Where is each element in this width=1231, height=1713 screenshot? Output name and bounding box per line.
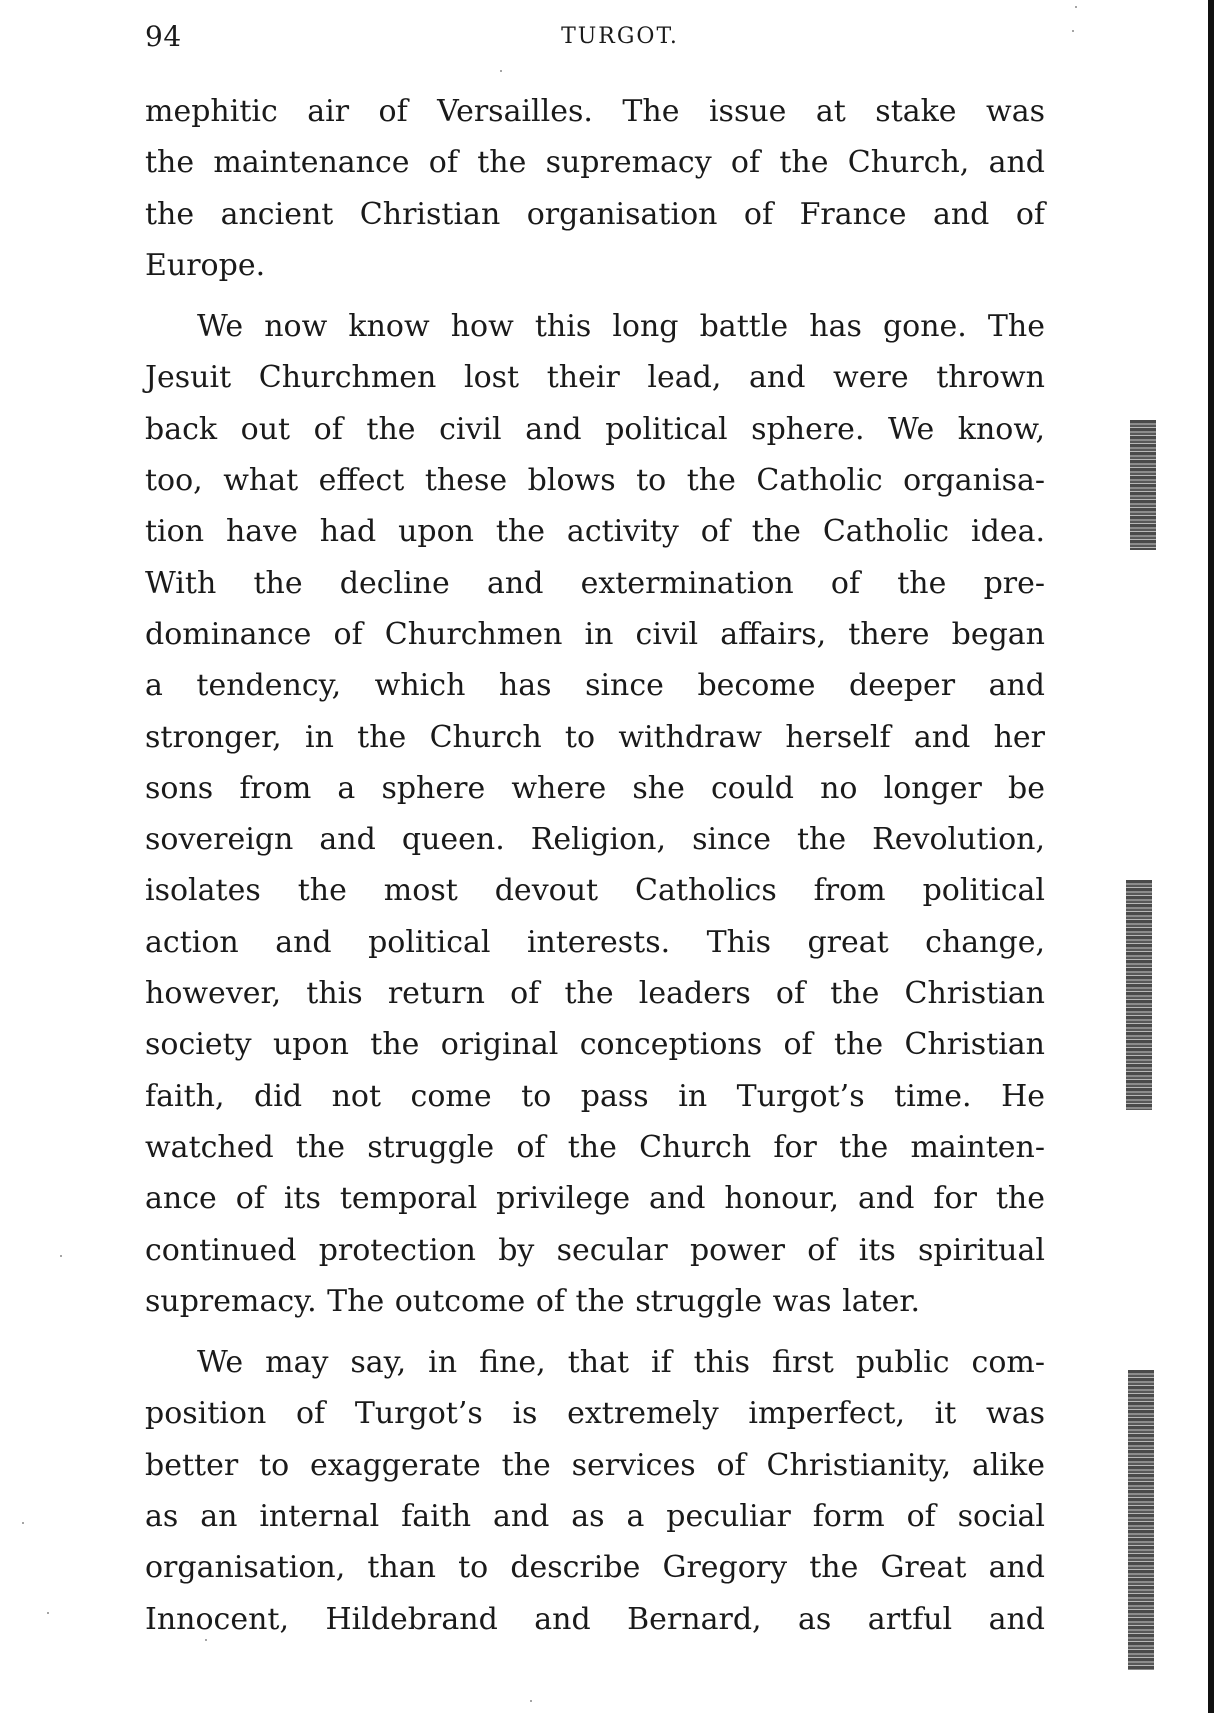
text-line: the ancient Christian organisation of France and of (145, 196, 1045, 232)
text-line: stronger, in the Church to withdraw herself and her (145, 719, 1045, 755)
text-line: supremacy. The outcome of the struggle was later. (145, 1283, 920, 1319)
text-line: however, this return of the leaders of the Christian (145, 976, 1045, 1012)
text-line: dominance of Churchmen in civil affairs, there began (145, 616, 1045, 652)
text-line: mephitic air of Versailles. The issue at stake was (145, 94, 1045, 129)
paragraph-gap (145, 1327, 1045, 1337)
text-line: continued protection by secular power of its spiritual (145, 1232, 1045, 1268)
text-line: We may say, in fine, that if this first public com- (197, 1345, 1045, 1381)
scan-speck (1072, 30, 1074, 32)
text-line: a tendency, which has since become deeper and (145, 668, 1045, 704)
body-text (145, 86, 1045, 1645)
scan-speck (47, 1612, 49, 1614)
scan-bleed-mark (1128, 1370, 1154, 1670)
text-line: With the decline and extermination of the pre- (145, 565, 1045, 601)
scan-speck (500, 70, 502, 72)
running-head (145, 16, 1045, 62)
scan-speck (205, 1639, 207, 1641)
text-line: society upon the original conceptions of the Christian (145, 1027, 1045, 1063)
text-line: the maintenance of the supremacy of the Church, and (145, 145, 1045, 181)
scan-bleed-mark (1130, 420, 1156, 550)
text-line: better to exaggerate the services of Christianity, alike (145, 1447, 1045, 1483)
text-line: back out of the civil and political sphere. We know, (145, 411, 1045, 447)
text-line: ance of its temporal privilege and honour, and for the (145, 1181, 1045, 1217)
text-line: organisation, than to describe Gregory the Great and (145, 1550, 1045, 1586)
text-line: Europe. (145, 247, 266, 283)
paragraph-gap (145, 291, 1045, 301)
text-line: isolates the most devout Catholics from political (145, 873, 1045, 909)
text-line: as an internal faith and as a peculiar form of social (145, 1499, 1045, 1535)
page-edge-rule (1208, 0, 1214, 1713)
text-line: sovereign and queen. Religion, since the Revolution, (145, 822, 1045, 858)
page-number: 94 (145, 20, 182, 53)
running-title: TURGOT. (561, 24, 679, 49)
text-line: sons from a sphere where she could no longer be (145, 770, 1045, 806)
text-line: faith, did not come to pass in Turgot’s time. He (145, 1078, 1045, 1114)
text-line: tion have had upon the activity of the Catholic idea. (145, 514, 1045, 550)
text-line: position of Turgot’s is extremely imperfect, it was (145, 1396, 1045, 1432)
text-line: action and political interests. This great change, (145, 924, 1045, 960)
scan-speck (22, 1522, 24, 1524)
scan-bleed-mark (1126, 880, 1152, 1110)
text-line: Jesuit Churchmen lost their lead, and were thrown (145, 360, 1045, 396)
scan-speck (1075, 6, 1077, 8)
text-line: watched the struggle of the Church for the mainten- (145, 1129, 1045, 1165)
scan-speck (60, 1255, 62, 1257)
text-line: We now know how this long battle has gone. The (197, 309, 1045, 345)
text-line: too, what effect these blows to the Catholic organisa- (145, 463, 1045, 499)
scan-speck (530, 1700, 532, 1702)
text-line: Innocent, Hildebrand and Bernard, as artful and (145, 1601, 1045, 1637)
